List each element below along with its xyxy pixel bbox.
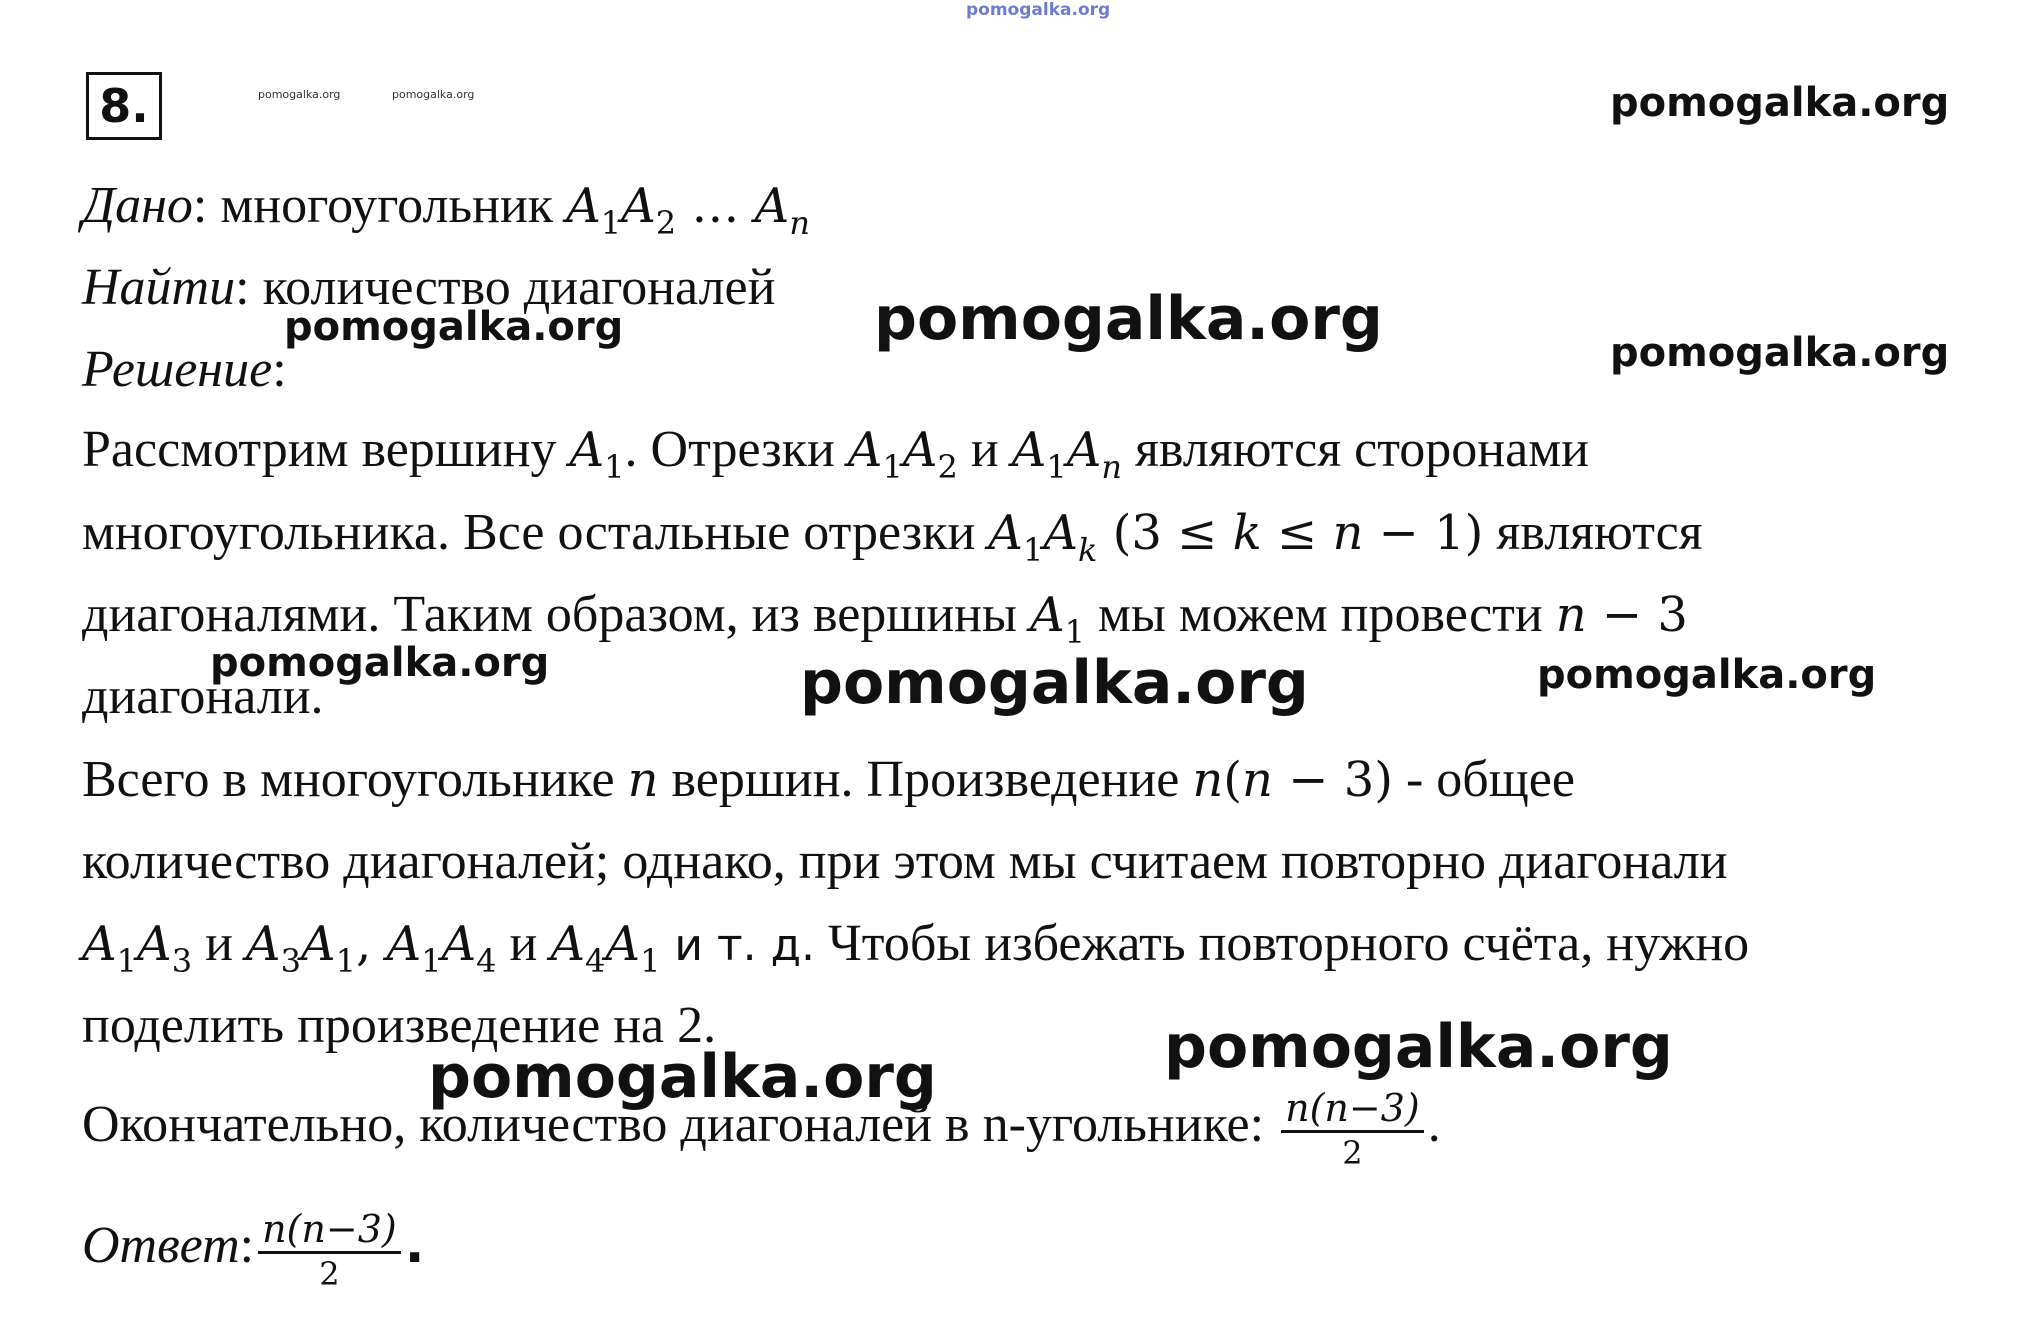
math-sub: 1 [1046, 448, 1067, 486]
math-a: A [441, 916, 477, 972]
fraction-answer [258, 1207, 401, 1294]
math-sub: 1 [640, 942, 661, 980]
find-label: Найти [82, 259, 236, 316]
watermark-small-2: pomogalka.org [392, 88, 475, 101]
math-sub: 4 [585, 942, 606, 980]
solution-final-line [82, 1070, 1441, 1180]
text: и [957, 421, 1012, 478]
solution-p2-line2 [82, 832, 1728, 892]
text: . Отрезки [624, 421, 848, 478]
watermark-p1-center: pomogalka.org [800, 648, 1309, 718]
math-ellipsis: … [676, 178, 755, 234]
text: Окончательно, количество диагоналей в n-угольнике: [82, 1096, 1278, 1153]
watermark-find-left: pomogalka.org [284, 304, 624, 350]
math-sub: 1 [335, 942, 356, 980]
math-a: A [1043, 505, 1078, 561]
text: диагоналями. Таким образом, из вершины [82, 586, 1030, 643]
math-sub: 2 [655, 204, 677, 242]
text: мы можем провести [1084, 586, 1556, 643]
math-sub: 1 [1022, 531, 1044, 569]
text: Всего в многоугольнике [82, 751, 628, 808]
solution-label: Решение [82, 341, 273, 398]
math-sub: n [789, 204, 810, 242]
watermark-p1-right: pomogalka.org [1537, 652, 1877, 698]
math-a: A [137, 916, 172, 972]
answer-colon: : [239, 1217, 255, 1274]
math-a: A [1029, 587, 1065, 643]
text: диагонали. [82, 668, 324, 725]
math-a: A [988, 505, 1023, 561]
answer-label: Ответ [82, 1217, 240, 1274]
math-a: A [386, 916, 422, 972]
math-sub: n [1101, 448, 1122, 486]
math-comma: , [355, 916, 387, 972]
solution-p1-line1 [82, 420, 1589, 497]
math-n: n [1332, 505, 1364, 561]
text: - общее [1392, 751, 1575, 808]
watermark-p1-left: pomogalka.org [210, 640, 550, 686]
math-sub: 1 [604, 448, 625, 486]
text: многоугольника. Все остальные отрезки [82, 504, 989, 561]
math-sub: 1 [600, 204, 622, 242]
answer-line [82, 1190, 424, 1301]
watermark-p2-right: pomogalka.org [1164, 1012, 1673, 1082]
math-condition: ≤ [1261, 505, 1333, 561]
fraction-denominator: 2 [319, 1254, 340, 1293]
math-a: A [550, 916, 586, 972]
math-n: n [1555, 587, 1587, 643]
text: поделить произведение на 2. [82, 997, 717, 1054]
watermark-small-1: pomogalka.org [258, 88, 341, 101]
watermark-header-right: pomogalka.org [1610, 80, 1950, 126]
math-sub: 1 [882, 448, 903, 486]
fraction-denominator: 2 [1342, 1133, 1363, 1172]
math-expr: − 3) [1272, 752, 1393, 808]
text: количество диагоналей; однако, при этом мы считаем повторно диагонали [82, 833, 1728, 890]
math-a: A [245, 916, 281, 972]
math-a: A [1066, 422, 1102, 478]
text: Рассмотрим вершину [82, 421, 570, 478]
text: и [496, 915, 551, 972]
math-n: n [1192, 752, 1224, 808]
watermark-top: pomogalka.org [966, 0, 1111, 20]
math-a: A [1011, 422, 1047, 478]
math-k: k [1232, 505, 1262, 561]
math-sub: 1 [116, 942, 138, 980]
watermark-find-center: pomogalka.org [874, 284, 1383, 354]
math-a: A [569, 422, 605, 478]
math-sub: 4 [476, 942, 497, 980]
given-colon: : [192, 177, 208, 234]
math-expr: − 3 [1586, 587, 1688, 643]
answer-end: . [404, 1215, 425, 1275]
text: и [192, 915, 246, 972]
text: вершин. Произведение [658, 751, 1193, 808]
math-paren: ( [1223, 752, 1243, 808]
problem-number: 8. [86, 72, 162, 140]
math-a: A [754, 178, 790, 234]
text: и т. д. [660, 920, 816, 971]
math-a: A [847, 422, 883, 478]
math-condition: (3 ≤ [1097, 505, 1233, 561]
given-text: многоугольник [207, 177, 567, 234]
math-sub: 1 [421, 942, 442, 980]
text: являются [1483, 504, 1703, 561]
math-n: n [1242, 752, 1273, 808]
solution-heading [82, 340, 287, 400]
math-sub: k [1078, 531, 1098, 569]
watermark-p2-left: pomogalka.org [428, 1042, 937, 1112]
math-condition: − 1) [1363, 505, 1484, 561]
math-sub: 1 [1064, 613, 1085, 651]
math-sub: 3 [280, 942, 301, 980]
math-n: n [627, 752, 659, 808]
watermark-solution-right: pomogalka.org [1610, 330, 1950, 376]
given-label: Дано [82, 177, 193, 234]
fraction-numerator: n(n−3) [1281, 1086, 1424, 1133]
math-sub: 2 [937, 448, 958, 486]
fraction-numerator: n(n−3) [258, 1207, 401, 1254]
solution-p2-line3 [82, 914, 1749, 991]
find-text: количество диагоналей [249, 259, 776, 316]
solution-colon: : [272, 341, 287, 398]
fraction-final [1281, 1086, 1424, 1173]
given-line [82, 176, 810, 253]
text: . [1427, 1096, 1441, 1153]
math-a: A [605, 916, 641, 972]
text: являются сторонами [1122, 421, 1589, 478]
find-colon: : [235, 259, 250, 316]
math-a: A [300, 916, 336, 972]
math-a: A [82, 916, 117, 972]
solution-p2-line1 [82, 750, 1575, 810]
math-sub: 3 [171, 942, 193, 980]
math-a: A [621, 178, 656, 234]
solution-p1-line2 [82, 503, 1703, 580]
text: Чтобы избежать повторного счёта, нужно [815, 915, 1750, 972]
math-a: A [902, 422, 938, 478]
math-a: A [566, 178, 601, 234]
